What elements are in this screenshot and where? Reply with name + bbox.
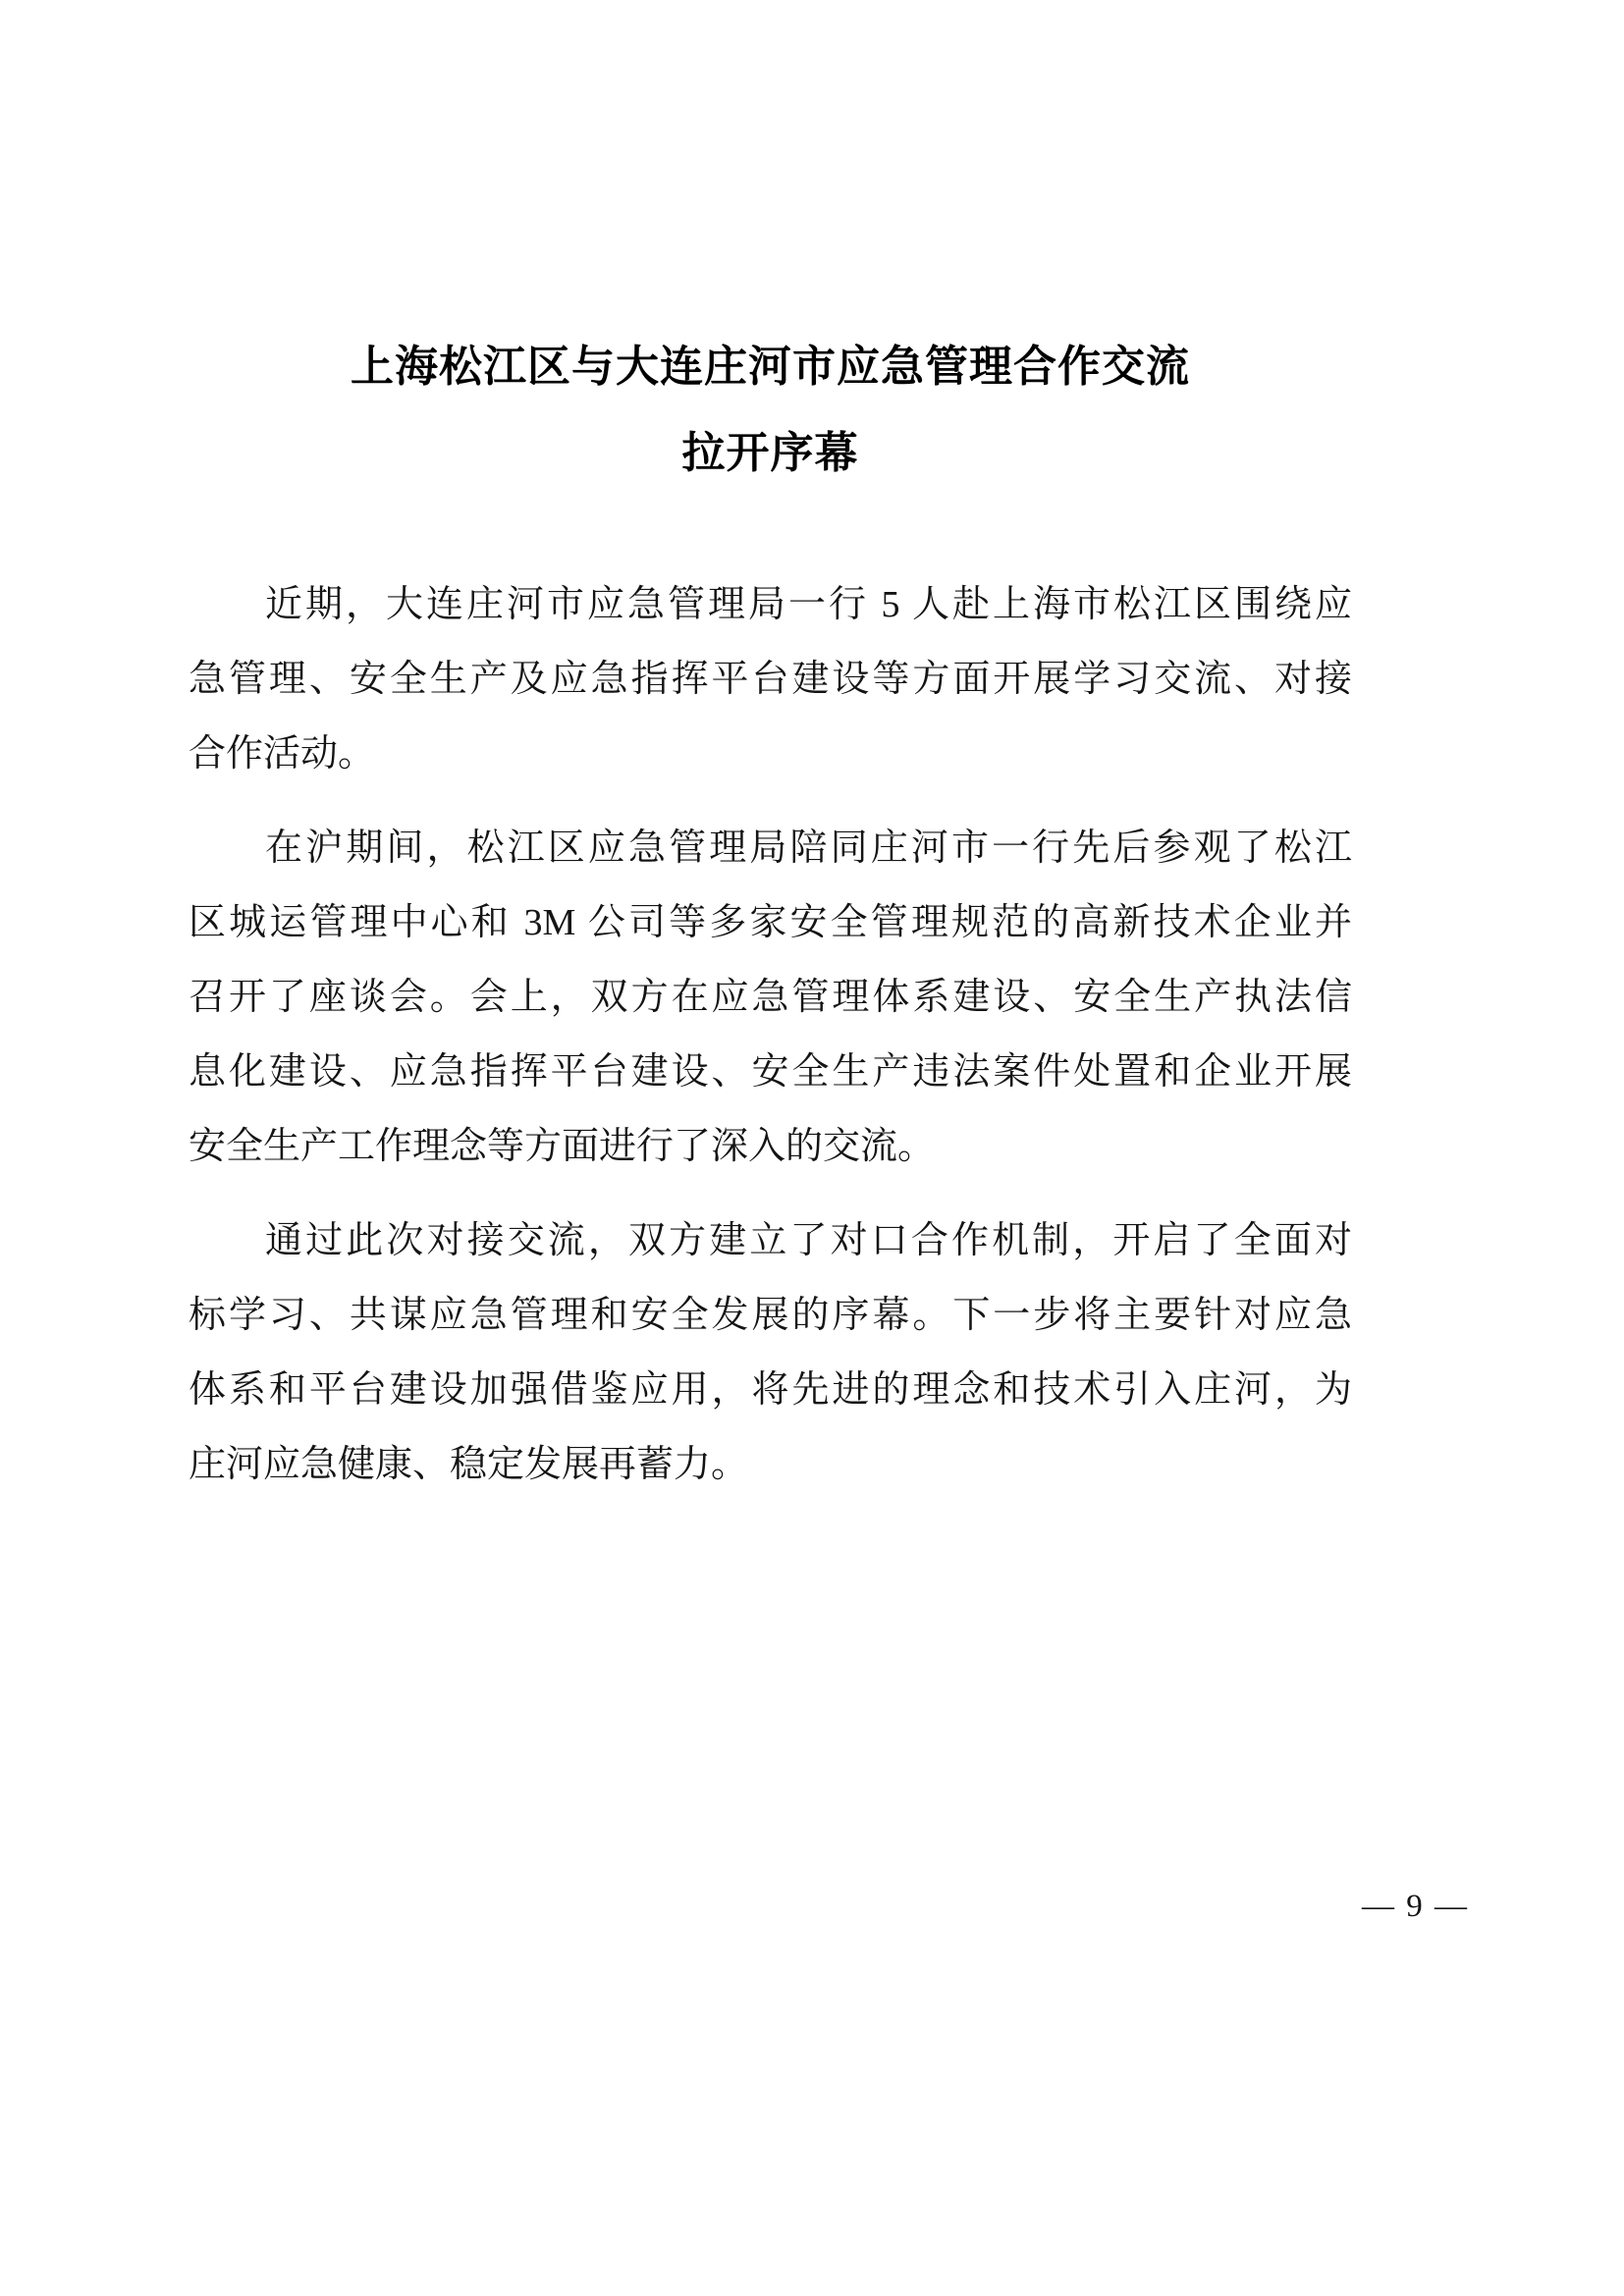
body-line: 急管理、安全生产及应急指挥平台建设等方面开展学习交流、对接 (189, 659, 1352, 700)
body-line: 通过此次对接交流，双方建立了对口合作机制，开启了全面对 (265, 1220, 1352, 1261)
body-line: 合作活动。 (189, 733, 376, 774)
document-content (189, 324, 1352, 1502)
body-line: 召开了座谈会。会上，双方在应急管理体系建设、安全生产执法信 (189, 977, 1352, 1018)
page-number: — 9 — (1362, 1889, 1469, 1924)
body-line: 区城运管理中心和 3M 公司等多家安全管理规范的高新技术企业并 (189, 902, 1352, 943)
body-line: 安全生产工作理念等方面进行了深入的交流。 (189, 1126, 936, 1167)
body-line: 息化建设、应急指挥平台建设、安全生产违法案件处置和企业开展 (189, 1051, 1352, 1093)
body-line: 近期，大连庄河市应急管理局一行 5 人赴上海市松江区围绕应 (265, 584, 1352, 625)
body-line: 在沪期间，松江区应急管理局陪同庄河市一行先后参观了松江 (265, 828, 1352, 869)
paragraph-3 (189, 1203, 1352, 1502)
title-line-1: 上海松江区与大连庄河市应急管理合作交流 (351, 343, 1190, 391)
document-title (189, 324, 1352, 497)
paragraph-1 (189, 567, 1352, 791)
paragraph-2 (189, 811, 1352, 1184)
body-line: 标学习、共谋应急管理和安全发展的序幕。下一步将主要针对应急 (189, 1295, 1352, 1336)
body-line: 庄河应急健康、稳定发展再蓄力。 (189, 1444, 749, 1485)
body-line: 体系和平台建设加强借鉴应用，将先进的理念和技术引入庄河，为 (189, 1369, 1352, 1411)
title-line-2: 拉开序幕 (681, 429, 859, 477)
